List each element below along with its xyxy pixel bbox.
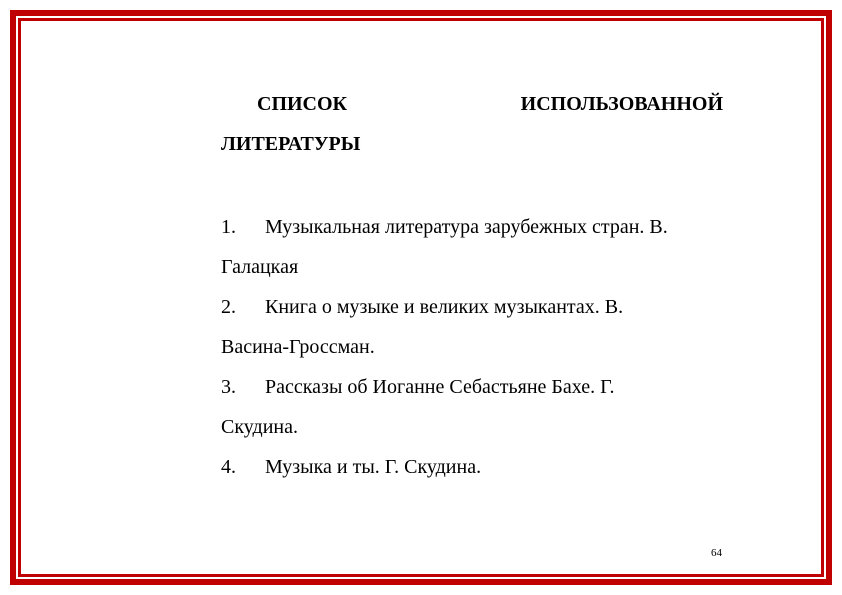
reference-text: Книга о музыке и великих музыкантах. В. — [265, 296, 624, 318]
reference-text-continued: Васина-Гроссман. — [221, 336, 375, 358]
title-word-spisok: СПИСОК — [257, 93, 348, 115]
reference-text-continued: Скудина. — [221, 416, 298, 438]
reference-number: 1. — [221, 216, 236, 238]
reference-item-2 — [221, 287, 723, 367]
reference-item-1 — [221, 207, 723, 287]
reference-number: 3. — [221, 376, 236, 398]
reference-number: 2. — [221, 296, 236, 318]
reference-text: Музыкальная литература зарубежных стран. В. — [265, 216, 668, 238]
reference-number: 4. — [221, 456, 236, 478]
reference-text: Рассказы об Иоганне Себастьяне Бахе. Г. — [265, 376, 615, 398]
reference-item-4 — [221, 447, 723, 487]
title-word-ispolzovannoy: ИСПОЛЬЗОВАННОЙ — [520, 93, 723, 115]
page-title-line-2 — [221, 124, 723, 164]
title-word-literatury: ЛИТЕРАТУРЫ — [221, 133, 361, 155]
reference-item-3 — [221, 367, 723, 447]
title-spacer — [221, 164, 723, 207]
page-number: 64 — [711, 547, 722, 559]
document-body — [221, 84, 723, 487]
reference-text-continued: Галацкая — [221, 256, 299, 278]
page-title-line-1 — [221, 84, 723, 124]
reference-text: Музыка и ты. Г. Скудина. — [265, 456, 482, 478]
